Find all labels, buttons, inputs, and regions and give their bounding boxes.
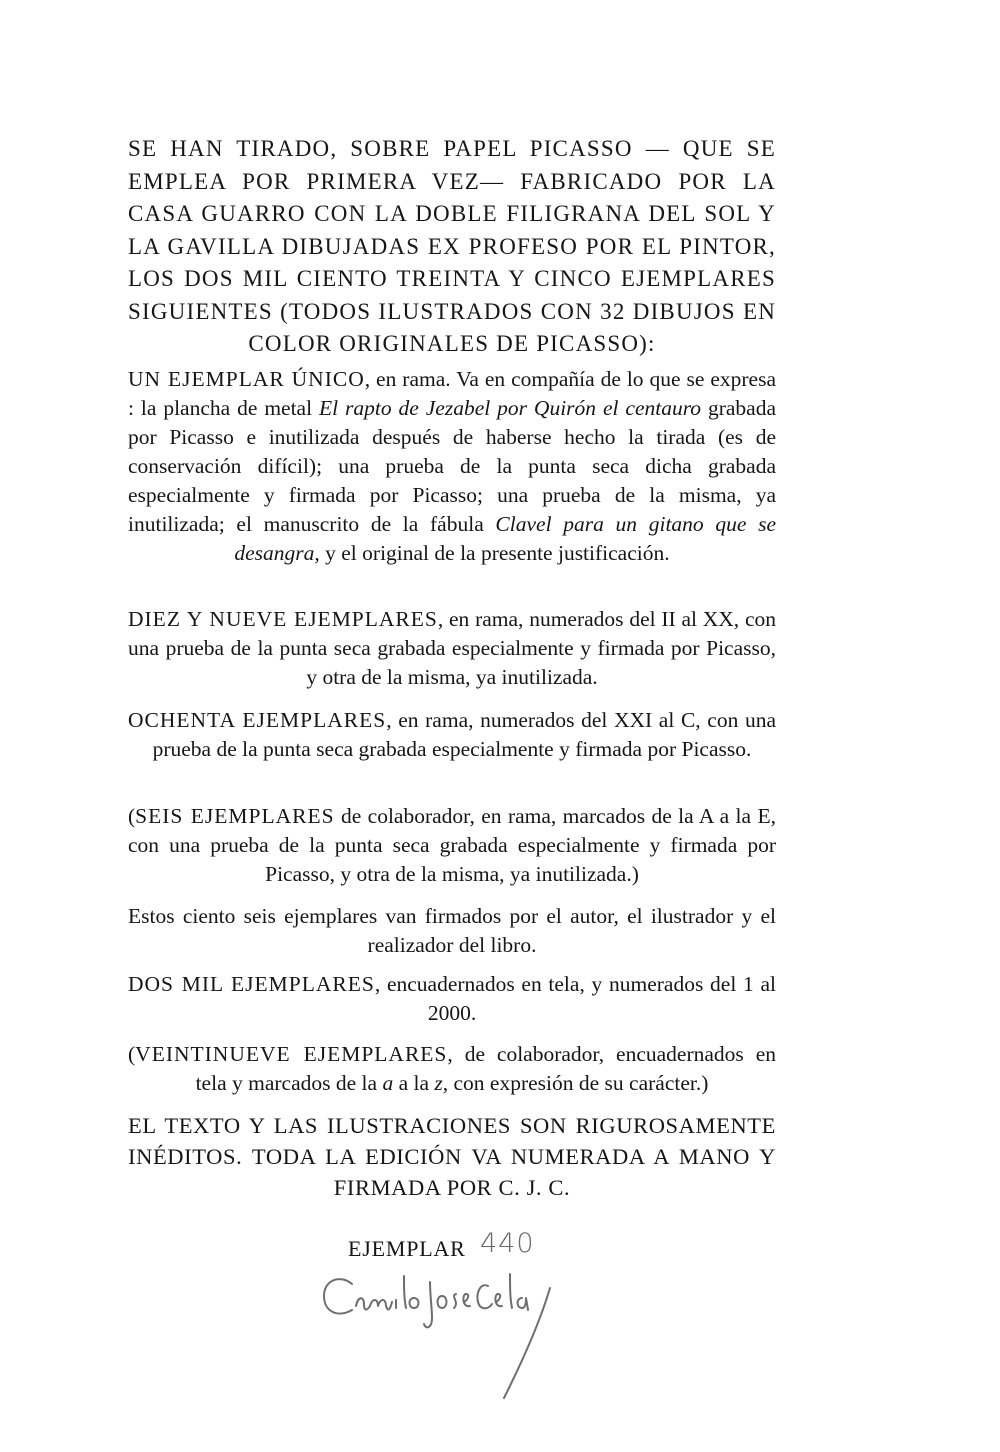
edition-intro: SE HAN TIRADO, SOBRE PAPEL PICASSO — QUE SE EMPLEA POR PRIMERA VEZ— FABRICADO POR LA CASA GUARRO CON LA DOBLE FILIGRANA DEL SOL Y LA GAVILLA DIBUJADAS EX PROFESO POR EL PINTOR, LOS DOS MIL CIENTO TREINTA Y CINCO EJEMPLARES SIGUIENTES (TODOS ILUSTRADOS CON 32 DIBUJOS EN COLOR ORIGINALES DE PICASSO): xyxy=(128,136,776,356)
copy-number-handwritten: 440 xyxy=(480,1228,535,1259)
six-copies-text: de colaborador, en rama, marcados de la A a la E, con una prueba de la punta seca grabada especialmente y firmada por Picasso, y otra de la misma, ya inutilizada.) xyxy=(128,804,776,886)
copy-label: EJEMPLAR xyxy=(348,1236,466,1261)
twenty-nine-copies-heading: VEINTINUEVE EJEMPLARES xyxy=(135,1042,448,1066)
edition-nineteen-copies xyxy=(128,605,776,692)
twenty-nine-copies-text-2: a la xyxy=(393,1071,435,1095)
eighty-copies-heading: OCHENTA EJEMPLARES xyxy=(128,708,387,732)
six-copies-heading: SEIS EJEMPLARES xyxy=(135,804,335,828)
unique-copy-text-3: , y el original de la presente justificación. xyxy=(314,541,670,565)
unique-copy-title-engraving: El rapto de Jezabel por Quirón el centauro xyxy=(319,396,702,420)
nineteen-copies-text: , en rama, numerados del II al XX, con una prueba de la punta seca grabada especialmente y firmada por Picasso, y otra de la misma, ya inutilizada. xyxy=(128,607,776,689)
unique-copy-heading: UN EJEMPLAR ÚNICO xyxy=(128,367,365,391)
signed-copies-note: Estos ciento seis ejemplares van firmados por el autor, el ilustrador y el realizador del libro. xyxy=(128,904,776,957)
edition-unique-copy xyxy=(128,365,776,568)
unique-copy-title-fable: Clavel para un gitano que se desangra xyxy=(234,512,776,565)
two-thousand-copies-heading: DOS MIL EJEMPLARES xyxy=(128,972,375,996)
unique-copy-text-1: , en rama. Va en compañía de lo que se expresa : la plancha de metal xyxy=(128,367,776,420)
twenty-nine-copies-letter-z: z xyxy=(434,1071,443,1095)
twenty-nine-copies-letter-a: a xyxy=(382,1071,394,1095)
nineteen-copies-heading: DIEZ Y NUEVE EJEMPLARES xyxy=(128,607,438,631)
eighty-copies-text: , en rama, numerados del XXI al C, con una prueba de la punta seca grabada especialmente y firmada por Picasso. xyxy=(152,708,776,761)
unpublished-note: EL TEXTO Y LAS ILUSTRACIONES SON RIGUROSAMENTE INÉDITOS. TODA LA EDICIÓN VA NUMERADA A MANO Y FIRMADA POR C. J. C. xyxy=(128,1113,776,1200)
twenty-nine-copies-text-1: , de colaborador, encuadernados en tela y marcados de la xyxy=(195,1042,776,1095)
author-signature xyxy=(318,1262,578,1412)
edition-eighty-copies xyxy=(128,706,776,764)
twenty-nine-copies-text-3: , con expresión de su carácter.) xyxy=(442,1071,709,1095)
edition-twenty-nine-copies xyxy=(128,1040,776,1098)
edition-six-copies xyxy=(128,802,776,889)
twenty-nine-copies-open-paren: ( xyxy=(128,1042,136,1066)
unique-copy-text-2: grabada por Picasso e inutilizada después de haberse hecho la tirada (es de conservación difícil); una prueba de la punta seca dicha grabada especialmente y firmada por Picasso; una prueba de la misma, ya inutilizada; el manuscrito de la fábula xyxy=(128,396,776,536)
edition-two-thousand-copies xyxy=(128,970,776,1028)
two-thousand-copies-text: , encuadernados en tela, y numerados del 1 al 2000. xyxy=(374,972,777,1025)
six-copies-open-paren: ( xyxy=(128,804,136,828)
